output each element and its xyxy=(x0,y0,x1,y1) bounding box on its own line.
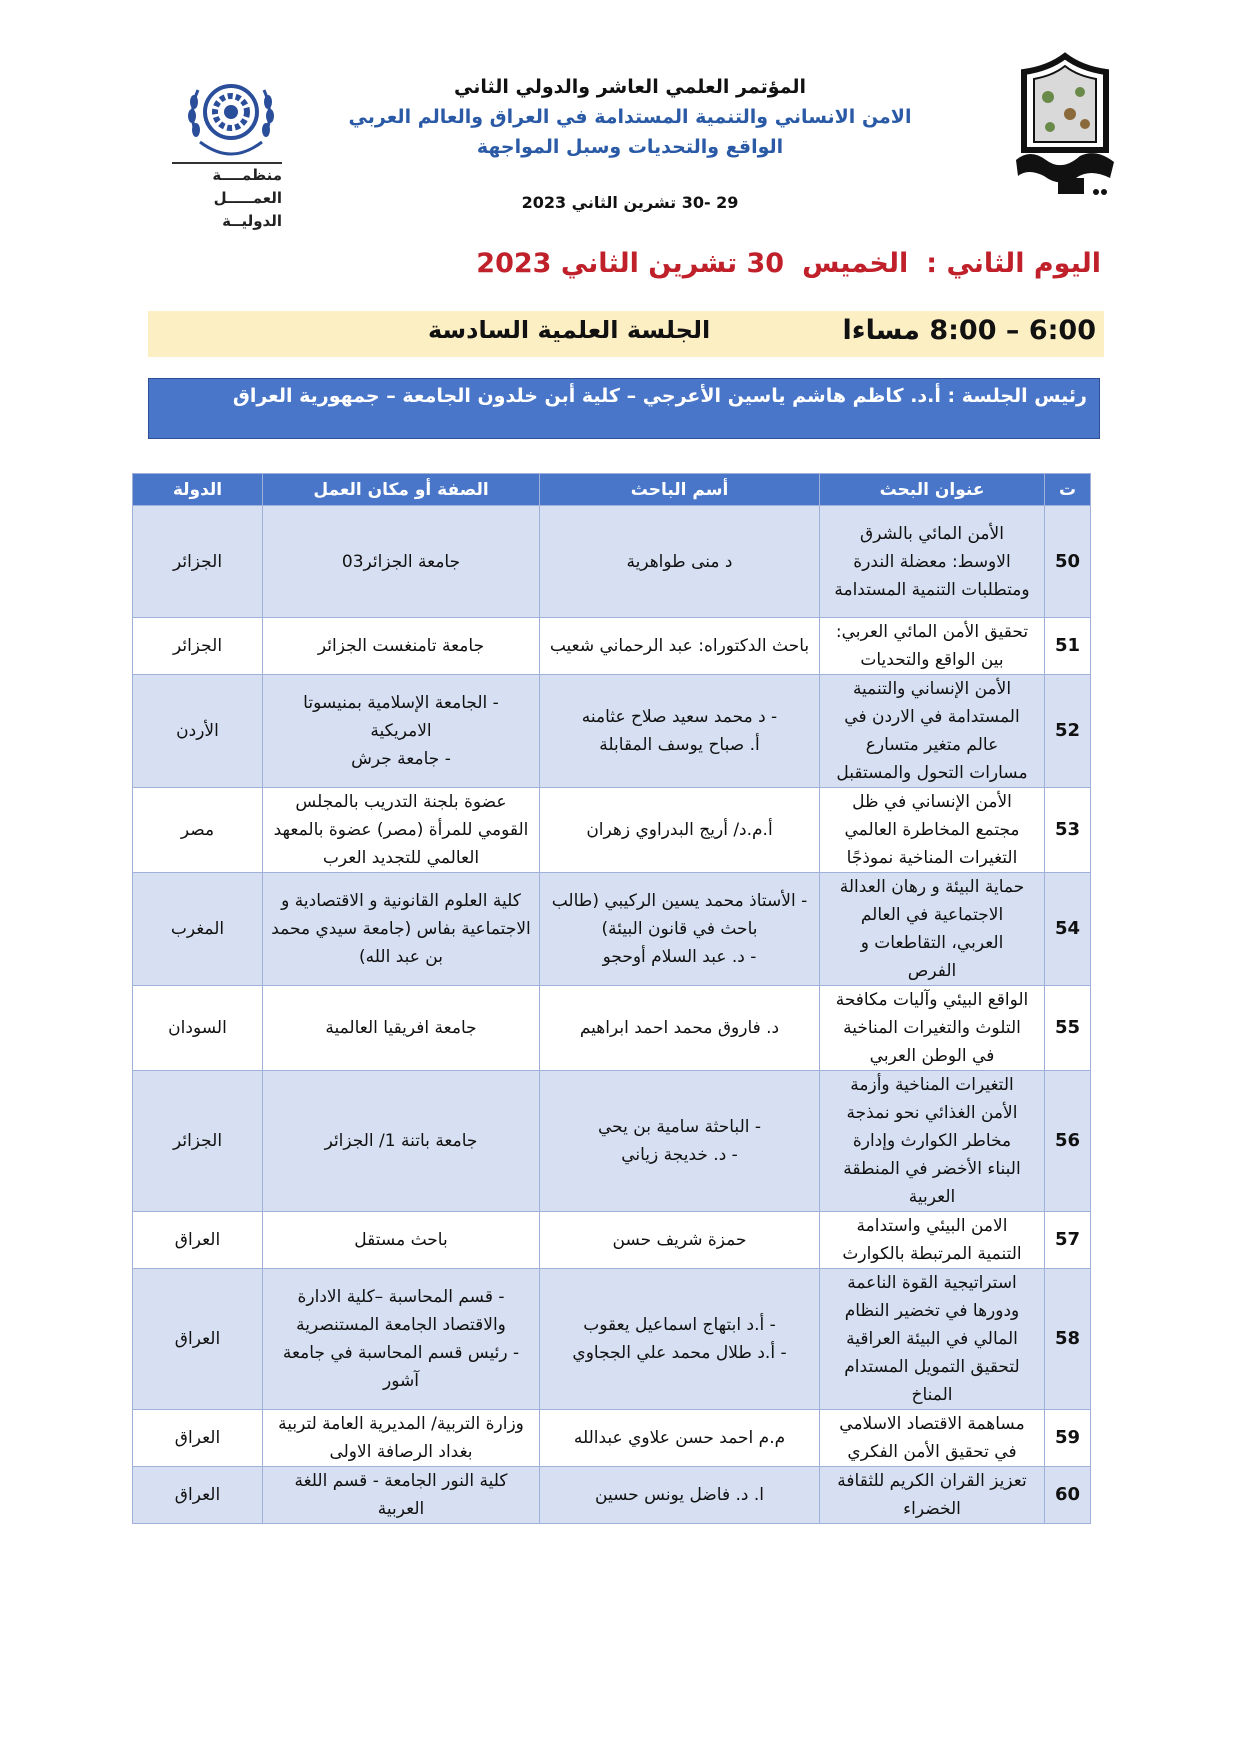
row-title: تحقيق الأمن المائي العربي: بين الواقع والتحديات xyxy=(820,618,1045,675)
header-title: عنوان البحث xyxy=(820,474,1045,506)
table-row xyxy=(133,1071,1091,1212)
row-country: العراق xyxy=(133,1410,263,1467)
table-row xyxy=(133,1467,1091,1524)
day-date: 30 تشرين الثاني 2023 xyxy=(476,248,785,279)
row-num: 60 xyxy=(1045,1467,1091,1524)
header-workplace: الصفة أو مكان العمل xyxy=(263,474,540,506)
table-row xyxy=(133,675,1091,788)
row-researcher: م.م احمد حسن علاوي عبدالله xyxy=(540,1410,820,1467)
row-num: 58 xyxy=(1045,1269,1091,1410)
conference-dates: 29 -30 تشرين الثاني 2023 xyxy=(521,193,739,212)
row-workplace: كلية العلوم القانونية و الاقتصادية و الاجتماعية بفاس (جامعة سيدي محمد بن عبد الله) xyxy=(263,873,540,986)
row-researcher: د منى طواهرية xyxy=(540,506,820,618)
row-title: تعزيز القران الكريم للثقافة الخضراء xyxy=(820,1467,1045,1524)
papers-table xyxy=(132,473,1091,1524)
row-workplace: - الجامعة الإسلامية بمنيسوتا الامريكية - جامعة جرش xyxy=(263,675,540,788)
hikma-logo-graphic xyxy=(1010,52,1120,202)
session-chair: رئيس الجلسة : أ.د. كاظم هاشم ياسين الأعرجي – كلية أبن خلدون الجامعة – جمهورية العراق xyxy=(232,385,1087,407)
row-workplace: جامعة تامنغست الجزائر xyxy=(263,618,540,675)
session-time: 6:00 – 8:00 مساءا xyxy=(842,315,1096,346)
table-header-row xyxy=(133,474,1091,506)
row-workplace: باحث مستقل xyxy=(263,1212,540,1269)
header-num: ت xyxy=(1045,474,1091,506)
row-country: الجزائر xyxy=(133,618,263,675)
row-researcher: - أ.د ابتهاج اسماعيل يعقوب - أ.د طلال محمد علي الججاوي xyxy=(540,1269,820,1410)
header-country: الدولة xyxy=(133,474,263,506)
row-workplace: جامعة افريقيا العالمية xyxy=(263,986,540,1071)
hikma-logo xyxy=(1010,52,1120,202)
row-researcher: - د محمد سعيد صلاح عثامنه أ. صباح يوسف المقابلة xyxy=(540,675,820,788)
day-title xyxy=(458,248,1101,279)
ilo-name xyxy=(172,164,282,233)
row-title: حماية البيئة و رهان العدالة الاجتماعية في العالم العربي، التقاطعات و الفرص xyxy=(820,873,1045,986)
ilo-emblem-icon xyxy=(186,72,276,158)
row-num: 51 xyxy=(1045,618,1091,675)
row-title: مساهمة الاقتصاد الاسلامي في تحقيق الأمن الفكري xyxy=(820,1410,1045,1467)
session-chair-bar xyxy=(148,378,1100,439)
table-row xyxy=(133,873,1091,986)
row-num: 54 xyxy=(1045,873,1091,986)
row-title: استراتيجية القوة الناعمة ودورها في تخضير النظام المالي في البيئة العراقية لتحقيق التمويل المستدام المناخ xyxy=(820,1269,1045,1410)
row-num: 59 xyxy=(1045,1410,1091,1467)
row-title: الواقع البيئي وآليات مكافحة التلوث والتغيرات المناخية في الوطن العربي xyxy=(820,986,1045,1071)
table-row xyxy=(133,618,1091,675)
row-workplace: عضوة بلجنة التدريب بالمجلس القومي للمرأة (مصر) عضوة بالمعهد العالمي للتجديد العرب xyxy=(263,788,540,873)
row-country: الأردن xyxy=(133,675,263,788)
row-researcher: باحث الدكتوراه: عبد الرحماني شعيب xyxy=(540,618,820,675)
table-row xyxy=(133,506,1091,618)
row-num: 53 xyxy=(1045,788,1091,873)
session-name: الجلسة العلمية السادسة xyxy=(428,316,711,344)
row-researcher: حمزة شريف حسن xyxy=(540,1212,820,1269)
ilo-name-line2: العمـــــل xyxy=(213,189,282,207)
row-researcher: - الباحثة سامية بن يحي - د. خديجة زياني xyxy=(540,1071,820,1212)
row-researcher: - الأستاذ محمد يسين الركيبي (طالب باحث في قانون البيئة) - د. عبد السلام أوحجو xyxy=(540,873,820,986)
row-country: العراق xyxy=(133,1212,263,1269)
table-row xyxy=(133,788,1091,873)
conference-subtitle: الواقع والتحديات وسبل المواجهة xyxy=(476,136,784,158)
row-researcher: د. فاروق محمد احمد ابراهيم xyxy=(540,986,820,1071)
row-country: الجزائر xyxy=(133,1071,263,1212)
ilo-name-line3: الدوليــة xyxy=(222,212,282,230)
ilo-logo xyxy=(172,72,282,232)
table-row xyxy=(133,1212,1091,1269)
row-num: 52 xyxy=(1045,675,1091,788)
row-title: الأمن الإنساني في ظل مجتمع المخاطرة العالمي التغيرات المناخية نموذجًا xyxy=(820,788,1045,873)
day-label: اليوم الثاني : xyxy=(926,248,1101,279)
row-country: السودان xyxy=(133,986,263,1071)
papers-table-body xyxy=(133,506,1091,1524)
row-country: العراق xyxy=(133,1467,263,1524)
row-researcher: ا. د. فاضل يونس حسين xyxy=(540,1467,820,1524)
row-num: 56 xyxy=(1045,1071,1091,1212)
row-workplace: - قسم المحاسبة –كلية الادارة والاقتصاد الجامعة المستنصرية - رئيس قسم المحاسبة في جامعة آشور xyxy=(263,1269,540,1410)
row-workplace: جامعة الجزائر03 xyxy=(263,506,540,618)
conference-theme: الامن الانساني والتنمية المستدامة في العراق والعالم العربي xyxy=(348,106,912,128)
header-researcher: أسم الباحث xyxy=(540,474,820,506)
conference-title: المؤتمر العلمي العاشر والدولي الثاني xyxy=(453,76,807,98)
table-row xyxy=(133,986,1091,1071)
session-bar xyxy=(148,311,1104,357)
row-country: المغرب xyxy=(133,873,263,986)
row-title: الأمن الإنساني والتنمية المستدامة في الاردن في عالم متغير متسارع مسارات التحول والمستقبل xyxy=(820,675,1045,788)
row-title: التغيرات المناخية وأزمة الأمن الغذائي نحو نمذجة مخاطر الكوارث وإدارة البناء الأخضر في المنطقة العربية xyxy=(820,1071,1045,1212)
table-row xyxy=(133,1410,1091,1467)
row-title: الأمن المائي بالشرق الاوسط: معضلة الندرة ومتطلبات التنمية المستدامة xyxy=(820,506,1045,618)
table-row xyxy=(133,1269,1091,1410)
day-weekday: الخميس xyxy=(802,248,909,279)
row-country: الجزائر xyxy=(133,506,263,618)
row-workplace: كلية النور الجامعة - قسم اللغة العربية xyxy=(263,1467,540,1524)
row-country: مصر xyxy=(133,788,263,873)
row-num: 50 xyxy=(1045,506,1091,618)
row-num: 57 xyxy=(1045,1212,1091,1269)
ilo-name-line1: منظمــــة xyxy=(212,166,282,184)
row-workplace: جامعة باتنة 1/ الجزائر xyxy=(263,1071,540,1212)
row-num: 55 xyxy=(1045,986,1091,1071)
row-country: العراق xyxy=(133,1269,263,1410)
row-workplace: وزارة التربية/ المديرية العامة لتربية بغداد الرصافة الاولى xyxy=(263,1410,540,1467)
row-title: الامن البيئي واستدامة التنمية المرتبطة بالكوارث xyxy=(820,1212,1045,1269)
row-researcher: أ.م.د/ أريج البدراوي زهران xyxy=(540,788,820,873)
